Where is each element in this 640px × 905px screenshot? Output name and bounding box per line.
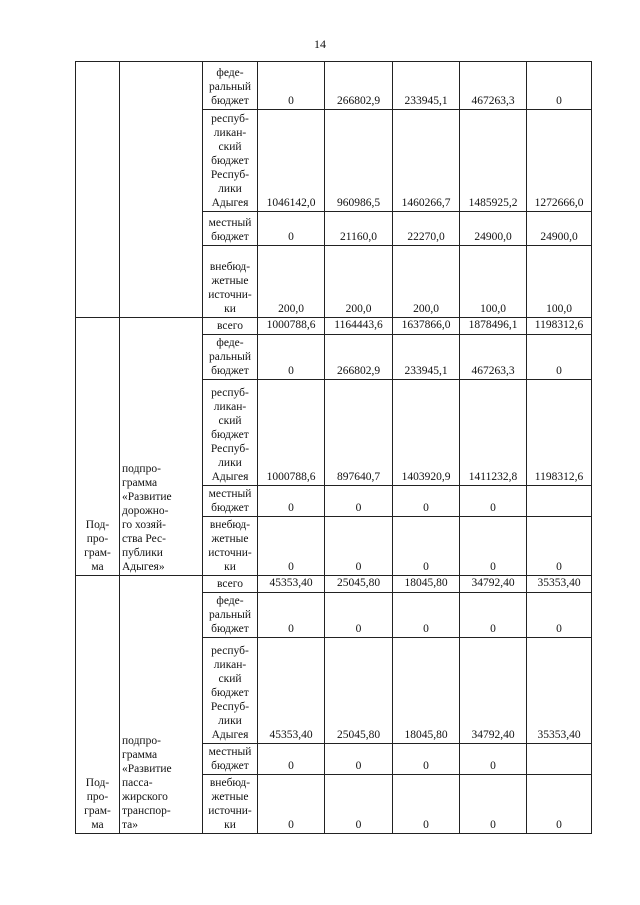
amount-cell: 233945,1 [393, 62, 460, 110]
amount-cell: 0 [393, 775, 460, 834]
amount-cell: 34792,40 [460, 576, 527, 593]
amount-cell: 0 [393, 486, 460, 517]
amount-cell: 0 [258, 62, 325, 110]
amount-cell: 1198312,6 [527, 318, 592, 335]
program-type-cell: Под- про- грам- ма [76, 318, 120, 576]
amount-cell: 45353,40 [258, 576, 325, 593]
amount-cell: 0 [460, 775, 527, 834]
table-row [76, 576, 592, 593]
amount-cell: 0 [258, 335, 325, 380]
amount-cell: 0 [460, 744, 527, 775]
amount-cell: 467263,3 [460, 62, 527, 110]
amount-cell: 1403920,9 [393, 380, 460, 486]
amount-cell: 45353,40 [258, 638, 325, 744]
amount-cell: 0 [527, 62, 592, 110]
amount-cell: 0 [527, 335, 592, 380]
program-type-cell: Под- про- грам- ма [76, 576, 120, 834]
amount-cell: 0 [325, 593, 393, 638]
amount-cell: 200,0 [393, 246, 460, 318]
amount-cell: 0 [258, 486, 325, 517]
amount-cell: 0 [325, 744, 393, 775]
amount-cell: 1411232,8 [460, 380, 527, 486]
amount-cell [527, 486, 592, 517]
funding-source-cell: всего [203, 576, 258, 593]
funding-source-cell: внебюд- жетные источни- ки [203, 775, 258, 834]
amount-cell: 0 [258, 517, 325, 576]
amount-cell: 35353,40 [527, 576, 592, 593]
amount-cell [527, 744, 592, 775]
amount-cell: 266802,9 [325, 335, 393, 380]
amount-cell: 0 [258, 744, 325, 775]
funding-source-cell: внебюд- жетные источни- ки [203, 517, 258, 576]
amount-cell: 0 [258, 212, 325, 246]
amount-cell: 1046142,0 [258, 110, 325, 212]
amount-cell: 1485925,2 [460, 110, 527, 212]
amount-cell: 100,0 [527, 246, 592, 318]
program-name-cell [120, 62, 203, 318]
amount-cell: 0 [258, 775, 325, 834]
amount-cell: 1000788,6 [258, 318, 325, 335]
amount-cell: 0 [393, 593, 460, 638]
amount-cell: 18045,80 [393, 576, 460, 593]
amount-cell: 35353,40 [527, 638, 592, 744]
amount-cell: 897640,7 [325, 380, 393, 486]
funding-source-cell: всего [203, 318, 258, 335]
funding-source-cell: местный бюджет [203, 486, 258, 517]
amount-cell: 1272666,0 [527, 110, 592, 212]
funding-source-cell: местный бюджет [203, 212, 258, 246]
amount-cell: 0 [460, 517, 527, 576]
funding-source-cell: феде- ральный бюджет [203, 593, 258, 638]
amount-cell: 266802,9 [325, 62, 393, 110]
funding-source-cell: феде- ральный бюджет [203, 62, 258, 110]
amount-cell: 100,0 [460, 246, 527, 318]
funding-source-cell: феде- ральный бюджет [203, 335, 258, 380]
amount-cell: 0 [258, 593, 325, 638]
amount-cell: 960986,5 [325, 110, 393, 212]
amount-cell: 22270,0 [393, 212, 460, 246]
page-number: 14 [314, 37, 326, 51]
funding-source-cell: респуб- ликан- ский бюджет Респуб- лики Адыгея [203, 638, 258, 744]
program-name-cell: подпро- грамма «Развитие пасса- жирского транспор- та» [120, 576, 203, 834]
funding-source-cell: местный бюджет [203, 744, 258, 775]
amount-cell: 1198312,6 [527, 380, 592, 486]
funding-source-cell: респуб- ликан- ский бюджет Респуб- лики Адыгея [203, 380, 258, 486]
amount-cell: 0 [393, 744, 460, 775]
amount-cell: 233945,1 [393, 335, 460, 380]
funding-source-cell: внебюд- жетные источни- ки [203, 246, 258, 318]
amount-cell: 0 [527, 775, 592, 834]
amount-cell: 0 [527, 593, 592, 638]
amount-cell: 1460266,7 [393, 110, 460, 212]
budget-table [75, 61, 592, 834]
amount-cell: 1637866,0 [393, 318, 460, 335]
amount-cell: 24900,0 [460, 212, 527, 246]
amount-cell: 0 [460, 593, 527, 638]
amount-cell: 1000788,6 [258, 380, 325, 486]
amount-cell: 34792,40 [460, 638, 527, 744]
amount-cell: 24900,0 [527, 212, 592, 246]
amount-cell: 1164443,6 [325, 318, 393, 335]
amount-cell: 25045,80 [325, 638, 393, 744]
amount-cell: 200,0 [258, 246, 325, 318]
amount-cell: 18045,80 [393, 638, 460, 744]
amount-cell: 467263,3 [460, 335, 527, 380]
amount-cell: 1878496,1 [460, 318, 527, 335]
program-type-cell [76, 62, 120, 318]
table-row [76, 62, 592, 110]
amount-cell: 0 [325, 486, 393, 517]
program-name-cell: подпро- грамма «Развитие дорожно- го хозяй- ства Рес- публики Адыгея» [120, 318, 203, 576]
table-row [76, 318, 592, 335]
amount-cell: 0 [460, 486, 527, 517]
amount-cell: 0 [325, 517, 393, 576]
funding-source-cell: респуб- ликан- ский бюджет Респуб- лики Адыгея [203, 110, 258, 212]
amount-cell: 0 [527, 517, 592, 576]
amount-cell: 0 [325, 775, 393, 834]
amount-cell: 200,0 [325, 246, 393, 318]
amount-cell: 0 [393, 517, 460, 576]
amount-cell: 21160,0 [325, 212, 393, 246]
amount-cell: 25045,80 [325, 576, 393, 593]
